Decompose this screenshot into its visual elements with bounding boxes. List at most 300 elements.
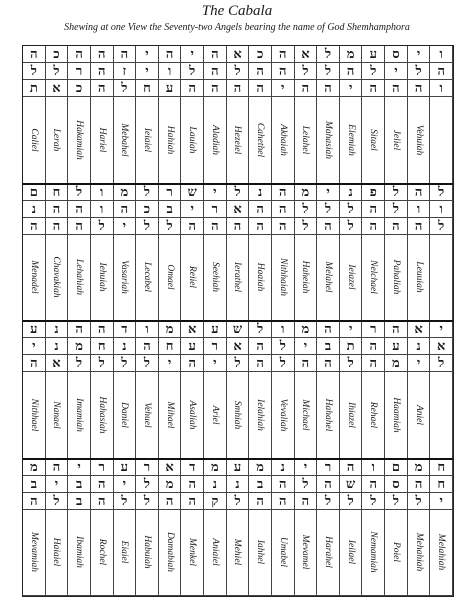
hebrew-letter: ס <box>385 46 408 62</box>
hebrew-letter: כ <box>249 46 272 62</box>
angel-name-cell <box>181 97 204 183</box>
hebrew-letter: ק <box>204 493 227 509</box>
page-subtitle: Shewing at one View the Seventy-two Angels bearing the name of God Shemhamphora <box>64 22 410 33</box>
hebrew-letter: ת <box>23 80 46 96</box>
hebrew-letter: נ <box>23 201 46 217</box>
angel-name-cell <box>23 372 46 458</box>
hebrew-letter: ל <box>317 46 340 62</box>
hebrew-letter: י <box>408 355 431 371</box>
hebrew-letter: ה <box>181 476 204 492</box>
hebrew-letter: ע <box>114 459 137 475</box>
hebrew-letter: ל <box>340 493 363 509</box>
angel-name: Lerah <box>51 128 62 152</box>
angel-name: Haheiah <box>300 260 311 294</box>
angel-name-cell <box>408 510 431 596</box>
hebrew-letter: ה <box>204 218 227 234</box>
angel-name-cell <box>68 235 91 321</box>
hebrew-letter: ה <box>272 201 295 217</box>
hebrew-letter: ה <box>430 63 453 79</box>
hebrew-letter: ל <box>408 493 431 509</box>
angel-name: Melahel <box>323 261 334 293</box>
hebrew-letter: ה <box>159 46 182 62</box>
hebrew-letter: ד <box>181 459 204 475</box>
angel-name: Ibamiah <box>74 536 85 569</box>
angel-name-cell <box>408 372 431 458</box>
hebrew-letter: ה <box>227 80 250 96</box>
hebrew-letter: מ <box>23 459 46 475</box>
hebrew-letter: ל <box>114 493 137 509</box>
angel-name-cell <box>295 372 318 458</box>
angel-name: Eiaiel <box>119 540 130 564</box>
hebrew-letter: כ <box>68 80 91 96</box>
hebrew-letter: ל <box>362 493 385 509</box>
angel-name-cell <box>136 235 159 321</box>
hebrew-letter: נ <box>340 184 363 200</box>
angel-name: Umabel <box>277 537 288 568</box>
angel-name: Hariel <box>96 127 107 153</box>
angel-name-cell <box>204 235 227 321</box>
angel-name: Hakamiah <box>74 119 85 160</box>
hebrew-letter: ל <box>227 493 250 509</box>
hebrew-letter: ה <box>114 201 137 217</box>
angel-name: Iehuiah <box>96 262 107 292</box>
letter-row <box>23 63 453 80</box>
angel-name: Pahaliah <box>390 259 401 295</box>
hebrew-letter: ל <box>159 218 182 234</box>
hebrew-letter: ה <box>249 201 272 217</box>
hebrew-letter: ה <box>249 63 272 79</box>
angel-name-cell <box>272 97 295 183</box>
angel-name: Asaliah <box>187 400 198 430</box>
angel-name: Elemiah <box>345 123 356 156</box>
angel-name-cell <box>91 235 114 321</box>
hebrew-letter: ה <box>159 493 182 509</box>
hebrew-letter: ה <box>340 63 363 79</box>
angel-name-cell <box>362 97 385 183</box>
hebrew-letter: ל <box>91 355 114 371</box>
angel-name-row <box>23 372 453 459</box>
angel-name-cell <box>114 510 137 596</box>
hebrew-letter: ל <box>272 355 295 371</box>
angel-name-cell <box>385 235 408 321</box>
hebrew-letter: י <box>114 218 137 234</box>
hebrew-letter: ל <box>430 184 453 200</box>
angel-name: Mebahel <box>119 123 130 157</box>
hebrew-letter: ל <box>317 493 340 509</box>
angel-name-cell <box>91 372 114 458</box>
angel-name-cell <box>362 372 385 458</box>
angel-name-cell <box>181 235 204 321</box>
hebrew-letter: ה <box>68 218 91 234</box>
hebrew-letter: ל <box>249 321 272 337</box>
angel-name: Melahiah <box>436 534 447 571</box>
angel-name: Hahiah <box>164 125 175 154</box>
hebrew-letter: ב <box>249 476 272 492</box>
hebrew-letter: א <box>181 321 204 337</box>
hebrew-letter: י <box>385 63 408 79</box>
hebrew-letter: כ <box>46 46 69 62</box>
hebrew-letter: ר <box>159 184 182 200</box>
hebrew-letter: ל <box>227 184 250 200</box>
hebrew-letter: ל <box>68 184 91 200</box>
hebrew-letter: ה <box>23 218 46 234</box>
hebrew-letter: ה <box>408 218 431 234</box>
hebrew-letter: ר <box>204 338 227 354</box>
hebrew-letter: ל <box>295 476 318 492</box>
angel-name: Imamiah <box>74 397 85 432</box>
hebrew-letter: ב <box>159 201 182 217</box>
hebrew-letter: ל <box>114 80 137 96</box>
angel-name: Ieilael <box>345 540 356 565</box>
hebrew-letter: ל <box>23 63 46 79</box>
hebrew-letter: פ <box>362 184 385 200</box>
angel-name: Hahasiah <box>96 396 107 434</box>
hebrew-letter: ה <box>91 493 114 509</box>
angel-name-cell <box>317 235 340 321</box>
letter-row <box>23 80 453 97</box>
hebrew-letter: ל <box>114 355 137 371</box>
angel-name-cell <box>295 510 318 596</box>
angel-name-cell <box>272 372 295 458</box>
hebrew-letter: ה <box>362 201 385 217</box>
letter-row <box>23 459 453 476</box>
hebrew-letter: ה <box>114 46 137 62</box>
hebrew-letter: ע <box>385 338 408 354</box>
hebrew-letter: ר <box>68 63 91 79</box>
hebrew-letter: מ <box>114 184 137 200</box>
angel-name: Nanael <box>51 401 62 429</box>
hebrew-letter: ו <box>136 321 159 337</box>
angel-name: Hahahel <box>323 398 334 432</box>
letter-row <box>23 184 453 201</box>
angel-name-cell <box>114 372 137 458</box>
hebrew-letter: ה <box>46 201 69 217</box>
hebrew-letter: ל <box>91 218 114 234</box>
angel-name-cell <box>204 372 227 458</box>
letter-row <box>23 493 453 510</box>
hebrew-letter: ל <box>136 493 159 509</box>
hebrew-letter: ל <box>136 476 159 492</box>
angel-name: Hezeiel <box>232 125 243 154</box>
letter-row <box>23 355 453 372</box>
angel-name: Nemamiah <box>368 531 379 573</box>
hebrew-letter: ה <box>68 321 91 337</box>
hebrew-letter: ה <box>23 46 46 62</box>
angel-name: Sitael <box>368 128 379 151</box>
angel-name-cell <box>385 97 408 183</box>
angel-name-cell <box>295 235 318 321</box>
hebrew-letter: ת <box>340 338 363 354</box>
angel-name-cell <box>46 97 69 183</box>
angel-name: Vasariah <box>119 260 130 295</box>
hebrew-letter: ל <box>272 338 295 354</box>
hebrew-letter: ל <box>295 218 318 234</box>
hebrew-letter: ו <box>408 201 431 217</box>
hebrew-letter: א <box>159 459 182 475</box>
angel-name: Mahasiah <box>323 120 334 159</box>
angel-name: Nithhael <box>28 398 39 432</box>
hebrew-letter: נ <box>249 184 272 200</box>
angel-name: Reiiel <box>187 266 198 289</box>
angel-name: Mehahiah <box>413 532 424 572</box>
angel-name-cell <box>295 97 318 183</box>
angel-name: Seehiah <box>209 262 220 293</box>
hebrew-letter: ה <box>272 476 295 492</box>
hebrew-letter: ל <box>340 201 363 217</box>
angel-name-cell <box>68 510 91 596</box>
angel-name: Leuuiah <box>413 261 424 293</box>
angel-name: Daniel <box>119 401 130 428</box>
hebrew-letter: מ <box>68 338 91 354</box>
hebrew-letter: ש <box>227 321 250 337</box>
hebrew-letter: ח <box>136 80 159 96</box>
angel-name-row <box>23 97 453 184</box>
angel-name-cell <box>385 510 408 596</box>
hebrew-letter: ה <box>408 476 431 492</box>
hebrew-letter: ל <box>340 218 363 234</box>
angel-name: Haamiah <box>390 397 401 433</box>
hebrew-letter: מ <box>340 46 363 62</box>
angel-name: Habuiah <box>141 535 152 569</box>
hebrew-letter: ה <box>317 321 340 337</box>
angel-name: Damabiah <box>164 532 175 573</box>
angel-name: Ielahiah <box>255 398 266 431</box>
angel-name-cell <box>159 97 182 183</box>
angel-name: Vevaliah <box>277 398 288 432</box>
hebrew-letter: ה <box>272 493 295 509</box>
hebrew-letter: י <box>23 338 46 354</box>
hebrew-letter: ה <box>340 459 363 475</box>
angel-name-cell <box>159 510 182 596</box>
hebrew-letter: ה <box>249 338 272 354</box>
hebrew-letter: ה <box>204 63 227 79</box>
angel-name-cell <box>23 510 46 596</box>
hebrew-letter: ל <box>408 63 431 79</box>
angel-name: Nithhaiah <box>277 258 288 297</box>
hebrew-letter: ח <box>159 338 182 354</box>
angel-name-cell <box>159 235 182 321</box>
angel-name: Iahhel <box>255 540 266 565</box>
hebrew-letter: י <box>159 355 182 371</box>
hebrew-letter: ו <box>159 63 182 79</box>
hebrew-letter: ה <box>181 80 204 96</box>
hebrew-letter: י <box>295 338 318 354</box>
angel-name-cell <box>272 510 295 596</box>
angel-name-cell <box>23 97 46 183</box>
hebrew-letter: ה <box>362 80 385 96</box>
hebrew-letter: ו <box>430 80 453 96</box>
letter-row <box>23 46 453 63</box>
hebrew-letter: ה <box>227 218 250 234</box>
hebrew-letter: ה <box>362 476 385 492</box>
angel-name: Akhaiah <box>277 123 288 156</box>
hebrew-letter: ה <box>91 80 114 96</box>
angel-name: Caliel <box>28 128 39 152</box>
angel-name-cell <box>430 372 453 458</box>
angel-name: Poiel <box>390 542 401 563</box>
hebrew-letter: ב <box>23 476 46 492</box>
angel-name: Rochel <box>96 539 107 566</box>
angel-name-cell <box>340 235 363 321</box>
hebrew-letter: ה <box>295 355 318 371</box>
hebrew-letter: א <box>46 355 69 371</box>
angel-name-cell <box>91 97 114 183</box>
angel-name-cell <box>46 235 69 321</box>
hebrew-letter: ה <box>272 184 295 200</box>
hebrew-letter: ה <box>295 80 318 96</box>
angel-name: Vehuel <box>141 402 152 428</box>
hebrew-letter: ה <box>362 218 385 234</box>
hebrew-letter: ע <box>204 321 227 337</box>
hebrew-letter: ל <box>46 493 69 509</box>
hebrew-letter: מ <box>204 459 227 475</box>
angel-name-cell <box>68 97 91 183</box>
angel-name: Aladiah <box>209 124 220 155</box>
hebrew-letter: ה <box>362 355 385 371</box>
hebrew-letter: ה <box>136 338 159 354</box>
angel-name-cell <box>114 97 137 183</box>
angel-name: Aniaiel <box>209 538 220 566</box>
hebrew-letter: ר <box>317 459 340 475</box>
angel-name-cell <box>136 97 159 183</box>
angel-name: Menadel <box>28 260 39 294</box>
band-divider <box>23 458 453 460</box>
angel-name-cell <box>46 372 69 458</box>
hebrew-letter: א <box>46 80 69 96</box>
hebrew-letter: מ <box>295 184 318 200</box>
angel-name-cell <box>68 372 91 458</box>
hebrew-letter: י <box>204 355 227 371</box>
angel-name-cell <box>272 235 295 321</box>
hebrew-letter: ה <box>249 80 272 96</box>
hebrew-letter: י <box>204 184 227 200</box>
hebrew-letter: מ <box>249 459 272 475</box>
hebrew-letter: ב <box>317 338 340 354</box>
angel-name-cell <box>430 235 453 321</box>
hebrew-letter: נ <box>408 338 431 354</box>
hebrew-letter: ה <box>204 80 227 96</box>
hebrew-letter: ה <box>204 46 227 62</box>
hebrew-letter: נ <box>227 476 250 492</box>
hebrew-letter: ו <box>430 46 453 62</box>
angel-name-cell <box>362 510 385 596</box>
hebrew-letter: מ <box>385 355 408 371</box>
hebrew-letter: ה <box>181 493 204 509</box>
hebrew-letter: ש <box>181 184 204 200</box>
hebrew-letter: מ <box>408 459 431 475</box>
angel-name-cell <box>181 372 204 458</box>
hebrew-letter: י <box>408 46 431 62</box>
hebrew-letter: ל <box>46 63 69 79</box>
angel-name-cell <box>91 510 114 596</box>
angel-name-cell <box>159 372 182 458</box>
table-band <box>23 459 453 597</box>
hebrew-letter: ל <box>68 355 91 371</box>
angel-name-cell <box>46 510 69 596</box>
hebrew-letter: ה <box>91 46 114 62</box>
hebrew-letter: י <box>136 46 159 62</box>
angel-name: Harahel <box>323 536 334 569</box>
hebrew-letter: ר <box>362 321 385 337</box>
hebrew-letter: י <box>295 459 318 475</box>
hebrew-letter: ל <box>317 201 340 217</box>
angel-name: Michael <box>300 399 311 431</box>
hebrew-letter: ה <box>181 355 204 371</box>
table-band <box>23 184 453 322</box>
hebrew-letter: ר <box>136 459 159 475</box>
angel-name: Cahethel <box>255 122 266 157</box>
hebrew-letter: ש <box>340 476 363 492</box>
hebrew-letter: ה <box>23 355 46 371</box>
hebrew-letter: ה <box>385 321 408 337</box>
angel-name-cell <box>227 372 250 458</box>
angel-name-cell <box>227 235 250 321</box>
hebrew-letter: ה <box>91 321 114 337</box>
hebrew-letter: ה <box>68 201 91 217</box>
angel-name: Mevamiah <box>28 532 39 573</box>
angel-name-cell <box>385 372 408 458</box>
hebrew-letter: י <box>68 459 91 475</box>
angel-name: Omael <box>164 264 175 290</box>
angel-name: Menkel <box>187 538 198 567</box>
angel-name: Ieiazel <box>345 264 356 290</box>
hebrew-letter: ה <box>249 493 272 509</box>
hebrew-letter: ר <box>91 459 114 475</box>
angel-name-cell <box>408 235 431 321</box>
table-band <box>23 46 453 184</box>
angel-name-cell <box>249 510 272 596</box>
angel-name: Haaiah <box>255 263 266 292</box>
angel-name: Mehiel <box>232 539 243 566</box>
angel-name-cell <box>136 510 159 596</box>
hebrew-letter: ח <box>46 184 69 200</box>
hebrew-letter: כ <box>136 201 159 217</box>
letter-row <box>23 201 453 218</box>
hebrew-letter: ה <box>181 218 204 234</box>
angel-name-cell <box>362 235 385 321</box>
hebrew-letter: י <box>340 80 363 96</box>
angel-name: Rehael <box>368 401 379 428</box>
hebrew-letter: ו <box>91 201 114 217</box>
angel-name-cell <box>340 97 363 183</box>
hebrew-letter: ח <box>430 459 453 475</box>
hebrew-letter: ל <box>181 63 204 79</box>
angel-name-cell <box>317 372 340 458</box>
hebrew-letter: ה <box>46 459 69 475</box>
angel-name: Ieiaiel <box>141 127 152 152</box>
letter-row <box>23 338 453 355</box>
angel-name: Haiaiel <box>51 538 62 567</box>
hebrew-letter: ה <box>408 80 431 96</box>
hebrew-letter: ה <box>317 355 340 371</box>
hebrew-letter: נ <box>272 459 295 475</box>
angel-name-cell <box>23 235 46 321</box>
angel-name: Mevamel <box>300 534 311 570</box>
hebrew-letter: ל <box>227 63 250 79</box>
angel-name-cell <box>430 510 453 596</box>
band-divider <box>23 183 453 185</box>
angel-name: Chavakiah <box>51 256 62 298</box>
hebrew-letter: ה <box>317 476 340 492</box>
hebrew-letter: י <box>317 184 340 200</box>
hebrew-letter: א <box>430 338 453 354</box>
hebrew-letter: ו <box>430 201 453 217</box>
hebrew-letter: מ <box>295 321 318 337</box>
hebrew-letter: ה <box>385 80 408 96</box>
hebrew-letter: י <box>430 321 453 337</box>
hebrew-letter: ה <box>23 493 46 509</box>
angel-name-cell <box>340 510 363 596</box>
